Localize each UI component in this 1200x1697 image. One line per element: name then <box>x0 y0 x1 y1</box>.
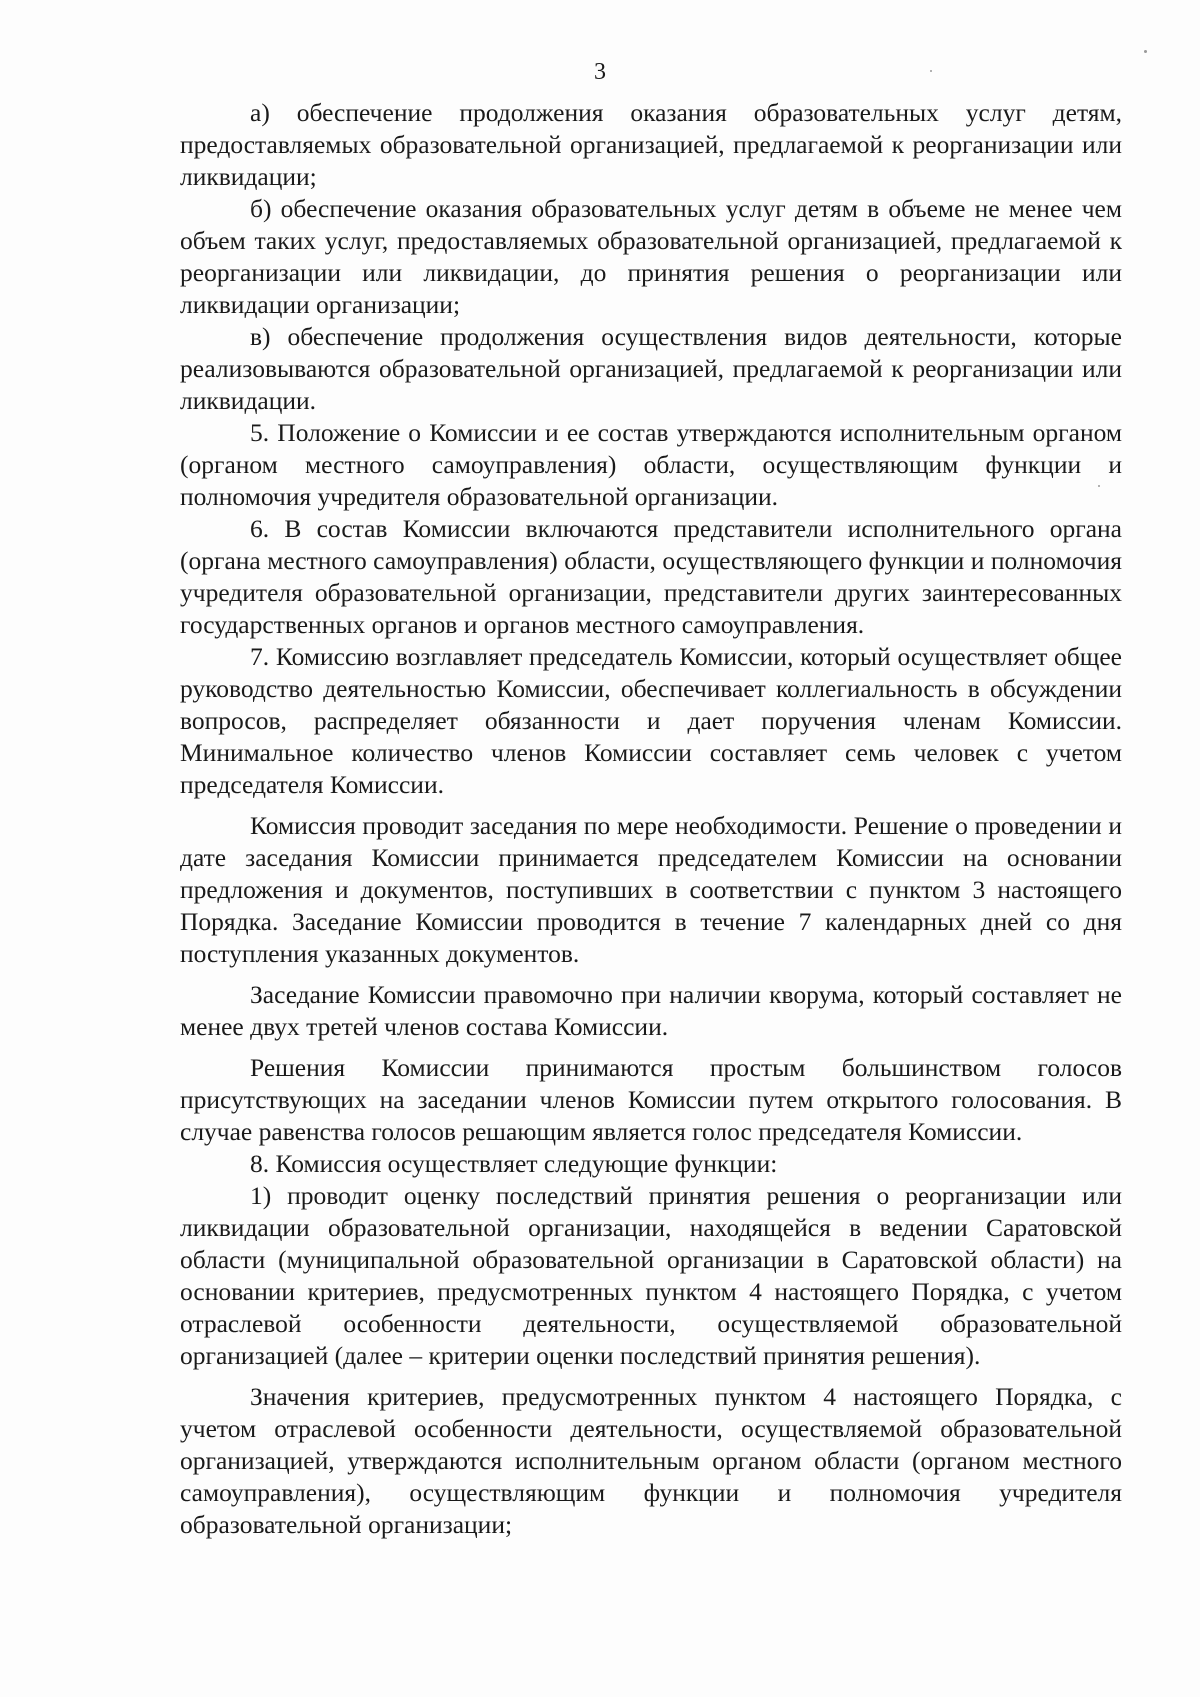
document-body <box>180 97 1122 1541</box>
paragraph-decisions: Решения Комиссии принимаются простым большинством голосов присутствующих на заседании членов Комиссии путем открытого голосования. В случае равенства голосов решающим является голос председателя Комиссии. <box>180 1053 1122 1146</box>
page-number: 3 <box>594 59 606 85</box>
paragraph-section-8: 8. Комиссия осуществляет следующие функции: <box>250 1149 778 1178</box>
scan-speck <box>1144 50 1147 53</box>
paragraph-section-6: 6. В состав Комиссии включаются представители исполнительного органа (органа местного самоуправления) области, осуществляющего функции и полномочия учредителя образовательной организации, представители других заинтересованных государственных органов и органов местного самоуправления. <box>180 514 1122 639</box>
scan-speck <box>1098 485 1100 487</box>
scan-speck <box>930 70 932 72</box>
paragraph-quorum: Заседание Комиссии правомочно при наличии кворума, который составляет не менее двух третей членов состава Комиссии. <box>180 980 1122 1041</box>
paragraph-item-b: б) обеспечение оказания образовательных услуг детям в объеме не менее чем объем таких услуг, предоставляемых образовательной организацией, предлагаемой к реорганизации или ликвидации, до принятия решения о реорганизации или ликвидации организации; <box>180 194 1122 319</box>
paragraph-item-v: в) обеспечение продолжения осуществления видов деятельности, которые реализовываются образовательной организацией, предлагаемой к реорганизации или ликвидации. <box>180 322 1122 415</box>
paragraph-function-1: 1) проводит оценку последствий принятия решения о реорганизации или ликвидации образовательной организации, находящейся в ведении Саратовской области (муниципальной образовательной организации в Саратовской области) на основании критериев, предусмотренных пунктом 4 настоящего Порядка, с учетом отраслевой особенности деятельности, осуществляемой образовательной организацией (далее – критерии оценки последствий принятия решения). <box>180 1181 1122 1370</box>
paragraph-section-5: 5. Положение о Комиссии и ее состав утверждаются исполнительным органом (органом местного самоуправления) области, осуществляющим функции и полномочия учредителя образовательной организации. <box>180 418 1122 511</box>
paragraph-meetings: Комиссия проводит заседания по мере необходимости. Решение о проведении и дате заседания Комиссии принимается председателем Комиссии на основании предложения и документов, поступивших в соответствии с пунктом 3 настоящего Порядка. Заседание Комиссии проводится в течение 7 календарных дней со дня поступления указанных документов. <box>180 811 1122 968</box>
paragraph-section-7: 7. Комиссию возглавляет председатель Комиссии, который осуществляет общее руководство деятельностью Комиссии, обеспечивает коллегиальность в обсуждении вопросов, распределяет обязанности и дает поручения членам Комиссии. Минимальное количество членов Комиссии составляет семь человек с учетом председателя Комиссии. <box>180 642 1122 799</box>
paragraph-criteria-values: Значения критериев, предусмотренных пунктом 4 настоящего Порядка, с учетом отраслевой особенности деятельности, осуществляемой образовательной организацией, утверждаются исполнительным органом области (органом местного самоуправления), осуществляющим функции и полномочия учредителя образовательной организации; <box>180 1382 1122 1539</box>
paragraph-item-a: а) обеспечение продолжения оказания образовательных услуг детям, предоставляемых образовательной организацией, предлагаемой к реорганизации или ликвидации; <box>180 98 1122 191</box>
